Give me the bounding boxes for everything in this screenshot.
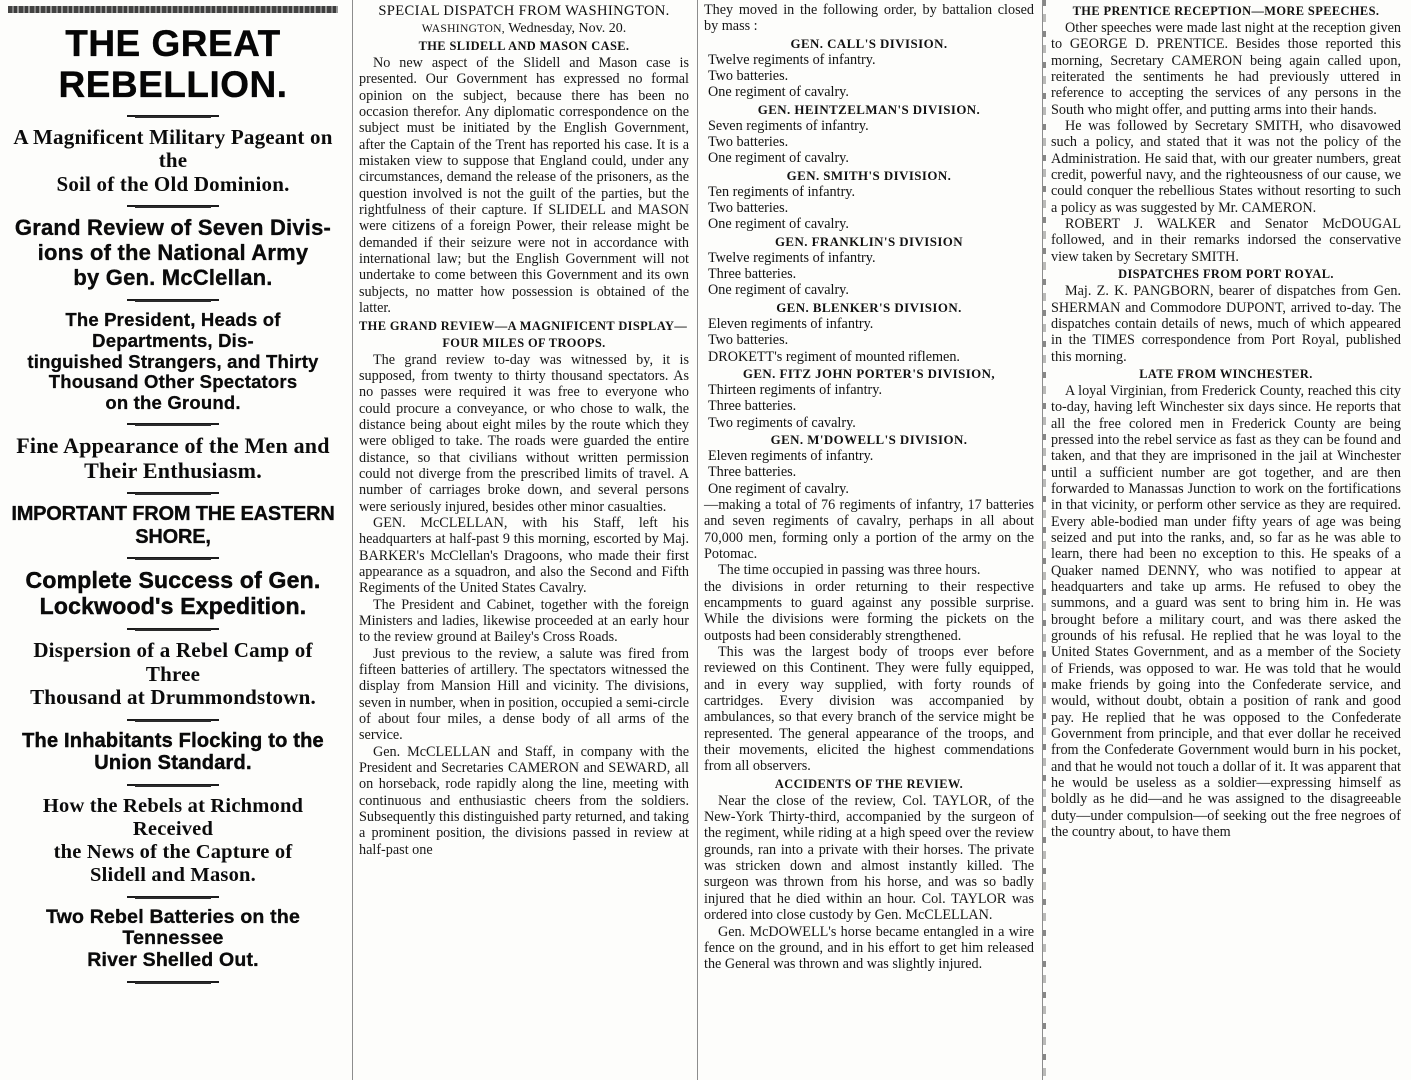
division-unit: Seven regiments of infantry. bbox=[708, 117, 869, 134]
column-3-intro bbox=[704, 2, 1034, 35]
deck-8-line-2: Union Standard. bbox=[94, 752, 252, 775]
paragraph: This was the largest body of troops ever before reviewed on this Continent. They were fully equipped, and in every way supplied, with forty rounds of cartridges. Every division was accompanied by ambulances, so that every branch of the service might be represented. The general appearance of the troops, and their movements, elicited the highest commendations from all observers. bbox=[704, 644, 1034, 775]
column-4-body-3 bbox=[1051, 383, 1401, 841]
subhead-accidents: ACCIDENTS OF THE REVIEW. bbox=[774, 776, 964, 791]
deck-10-line-2: River Shelled Out. bbox=[87, 949, 259, 972]
paragraph: —making a total of 76 regiments of infantry, 17 batteries and seven regiments of cavalry, perhaps in all about 70,000 men, forming only a portion of the army on the Potomac. bbox=[704, 496, 1034, 562]
division-unit: Eleven regiments of infantry. bbox=[708, 315, 874, 332]
deck-divider-2 bbox=[127, 205, 219, 207]
subhead-grand-review: THE GRAND REVIEW—A MAGNIFICENT DISPLAY— bbox=[359, 318, 688, 333]
deck-divider-9 bbox=[127, 784, 219, 786]
deck-headline-2 bbox=[8, 216, 338, 290]
paragraph: The grand review to-day was witnessed by, it is supposed, from twenty to thirty thousand spectators. As no passes were required it was free to everyone who could procure a conveyance, or who chose to walk, the distance being about eight miles by the route which they were obliged to take. The roads were guarded the entire distance, so that civilians without written permission could not diverge from the prescribed limits of travel. A number of carriages broke down, and several persons were seriously injured, besides other minor casualties. bbox=[359, 351, 689, 515]
deck-4-line-1: Fine Appearance of the Men and bbox=[16, 432, 330, 458]
deck-2-line-1: Grand Review of Seven Divis- bbox=[14, 215, 332, 241]
deck-3-line-1: The President, Heads of Departments, Dis- bbox=[65, 309, 281, 352]
division-unit: One regiment of cavalry. bbox=[708, 480, 849, 497]
deck-headline-9 bbox=[6, 795, 340, 887]
deck-7-line-1: Dispersion of a Rebel Camp of Three bbox=[33, 638, 313, 686]
column-3-body bbox=[704, 497, 1034, 775]
paragraph: The President and Cabinet, together with the foreign Ministers and ladies, likewise proceeded at an early hour to the review ground at Bailey's Cross Roads. bbox=[359, 596, 689, 646]
subhead-four-miles: FOUR MILES OF TROOPS. bbox=[442, 335, 606, 350]
deck-3-line-2: tinguished Strangers, and Thirty bbox=[27, 350, 319, 372]
dateline-date: Wednesday, Nov. 20. bbox=[505, 21, 627, 36]
division-unit: One regiment of cavalry. bbox=[708, 150, 849, 167]
page-edge-noise bbox=[1043, 0, 1046, 1080]
paragraph: Maj. Z. K. PANGBORN, bearer of dispatches from Gen. SHERMAN and Commodore DUPONT, arrived to-day. The dispatches contain details of news, much of which appeared in the TIMES correspondence from Port Royal, published this morning. bbox=[1051, 283, 1401, 365]
division-unit: One regiment of cavalry. bbox=[708, 84, 849, 101]
column-3-order-of-march bbox=[697, 0, 1042, 1080]
division-list bbox=[704, 37, 1034, 497]
division-heading: GEN. FRANKLIN'S DIVISION bbox=[774, 234, 964, 249]
deck-headline-4 bbox=[6, 434, 340, 483]
deck-10-line-1: Two Rebel Batteries on the Tennessee bbox=[45, 905, 301, 950]
column-2-body bbox=[359, 55, 689, 317]
deck-7-line-2: Thousand at Drummondstown. bbox=[30, 685, 316, 710]
top-ornament-rule bbox=[8, 6, 338, 13]
deck-9-line-2: the News of the Capture of bbox=[53, 840, 293, 863]
paragraph: Just previous to the review, a salute was fired from fifteen batteries of artillery. The spectators witnessed the display from Mansion Hill and vicinity. The divisions, seven in number, when in position, occupied a semi-circle of about four miles, a dense body of all arms of the service. bbox=[359, 645, 689, 744]
deck-3-line-3: Thousand Other Spectators bbox=[48, 371, 298, 393]
division-heading: GEN. CALL'S DIVISION. bbox=[790, 36, 948, 51]
paragraph: They moved in the following order, by battalion closed by mass : bbox=[704, 2, 1034, 35]
deck-headline-8 bbox=[6, 730, 340, 775]
column-3-body-2 bbox=[704, 793, 1034, 973]
deck-headline-10 bbox=[6, 907, 340, 972]
subhead-prentice-reception: THE PRENTICE RECEPTION—MORE SPEECHES. bbox=[1072, 4, 1380, 18]
paragraph: ROBERT J. WALKER and Senator McDOUGAL followed, and in their remarks indorsed the conservative view taken by Secretary SMITH. bbox=[1051, 216, 1401, 265]
paragraph: Near the close of the review, Col. TAYLOR, of the New-York Thirty-third, accompanied by the surgeon of the regiment, while riding at a high speed over the review grounds, ran into a private with their horses. The private was stricken down and almost instantly killed. The surgeon was thrown from his horse, and was so badly injured that he died within an hour. Col. TAYLOR was ordered into close custody by Gen. McCLELLAN. bbox=[704, 792, 1034, 924]
deck-6-line-1: Complete Success of Gen. bbox=[25, 566, 321, 593]
deck-1-line-1: A Magnificent Military Pageant on the bbox=[13, 124, 333, 173]
division-unit: DROKETT's regiment of mounted riflemen. bbox=[708, 348, 960, 365]
deck-headline-6 bbox=[6, 568, 340, 620]
deck-headline-3 bbox=[6, 310, 340, 414]
deck-4-line-2: Their Enthusiasm. bbox=[84, 457, 262, 483]
subhead-port-royal: DISPATCHES FROM PORT ROYAL. bbox=[1118, 267, 1334, 282]
paragraph: He was followed by Secretary SMITH, who disavowed such a policy, and stated that it was not the policy of the Administration. He said that, with our greater numbers, great credit, powerful navy, and the righteousness of our cause, we could conquer the rebellious States without resorting to such a policy as was suggested by Mr. CAMERON. bbox=[1051, 118, 1401, 216]
deck-divider-11 bbox=[127, 981, 219, 983]
column-4-body bbox=[1051, 20, 1401, 265]
column-2-washington-dispatch bbox=[352, 0, 697, 1080]
column-2-body-2 bbox=[359, 352, 689, 859]
deck-divider-6 bbox=[127, 557, 219, 559]
division-unit: Two batteries. bbox=[708, 134, 789, 151]
subhead-slidell-mason: THE SLIDELL AND MASON CASE. bbox=[418, 39, 630, 53]
division-unit: Two batteries. bbox=[708, 332, 789, 349]
masthead-headline: THE GREAT REBELLION. bbox=[58, 23, 288, 106]
deck-divider-1 bbox=[127, 115, 219, 117]
paragraph: No new aspect of the Slidell and Mason case is presented. Our Government has expressed no formal opinion on the subject, because there has been no occasion therefor. Any diplomatic correspondence on the subject must be initiated by the English Government, after the Captain of the Trent has reported his case. It is a mistaken view to suppose that England could, under any circumstances, demand the release of the prisoners, as the question involved is not the guilt of the parties, but the rightfulness of their capture. If SLIDELL and MASON were citizens of a foreign Power, their release might be demanded if their seizure were not in accordance with international law; but the English Government will not undertake to come between this Government and its own subjects, no matter how possession is obtained of the latter. bbox=[359, 55, 689, 317]
deck-headline-5 bbox=[6, 503, 340, 548]
division-heading: GEN. BLENKER'S DIVISION. bbox=[776, 300, 962, 315]
paragraph: the divisions in order returning to their respective encampments to guard against any possible surprise. While the divisions were forming the pickets on the outposts had been considerably strengthened. bbox=[704, 578, 1034, 644]
paragraph: Other speeches were made last night at the reception given to GEORGE D. PRENTICE. Besides those reported this morning, Secretary CAMERON being again called upon, reiterated the sentiments he had previously uttered in reference to accepting the services of any persons in the South who might offer, and putting arms into their hands. bbox=[1051, 20, 1401, 118]
division-unit: Ten regiments of infantry. bbox=[708, 183, 856, 200]
subhead-winchester: LATE FROM WINCHESTER. bbox=[1139, 366, 1313, 381]
deck-9-line-3: Slidell and Mason. bbox=[90, 863, 256, 886]
deck-2-line-2: ions of the National Army bbox=[37, 240, 309, 266]
division-heading: GEN. FITZ JOHN PORTER'S DIVISION, bbox=[742, 366, 996, 381]
deck-2-line-3: by Gen. McClellan. bbox=[73, 264, 273, 290]
paragraph: Gen. McCLELLAN and Staff, in company with the President and Secretaries CAMERON and SEWARD, all on horseback, rode rapidly along the line, meeting with continuous and enthusiastic cheers from the soldiers. Subsequently this distinguished party returned, and taking a prominent position, the divisions passed in review at half-past one bbox=[359, 743, 689, 858]
paragraph: GEN. McCLELLAN, with his Staff, left his headquarters at half-past 9 this morning, escorted by Maj. BARKER's McClellan's Dragoons, who made their first appearance as a squadron, and also the Second and Fifth Regiments of the United States Cavalry. bbox=[359, 514, 689, 597]
division-unit: Twelve regiments of infantry. bbox=[708, 51, 876, 68]
deck-5-line-1: IMPORTANT FROM THE EASTERN SHORE, bbox=[11, 503, 335, 548]
deck-1-line-2: Soil of the Old Dominion. bbox=[56, 171, 290, 196]
division-unit: Three batteries. bbox=[708, 266, 797, 283]
division-unit: Three batteries. bbox=[708, 464, 797, 481]
deck-divider-8 bbox=[127, 719, 219, 721]
column-2-head: SPECIAL DISPATCH FROM WASHINGTON. bbox=[378, 3, 670, 19]
paragraph: A loyal Virginian, from Frederick County, reached this city to-day, having left Winchester six days since. He reports that all the free colored men in Frederick County are being pressed into the rebel service as fast as they can be found and taken, and that they are imprisoned in the jail at Winchester until a sufficient number are got together, and are then forwarded to Manassas Junction to work on the fortifications in that vicinity, or perform other service as they are required. Every able-bodied man under fifty years of age was being seized and put into the ranks, and, so far as he was able to learn, there had been no exception to this. He speaks of a Quaker named DENNY, who was notified to appear at headquarters and take up arms. He refused to obey the summons, and a guard was sent to bring him in. He was brought before a military court, and was there asked the grounds of his refusal. He replied that he was loyal to the United States Government, and as a member of the Society of Friends, was opposed to war. He was told that he would make friends by going into the Confederate service, and would, without doubt, obtain a position of rank and good pay. He replied that he was opposed to the Confederate Government from principle, and that ever dollar he received from the Confederate Government would burn in his pocket, and that he would not touch a dollar of it. It was apparent that he would be useless as a soldier—expressing himself as boldly as he did—and he was assigned to the disagreeable duty—under compulsion—of seeking out the free negroes of the country about, to have them bbox=[1051, 382, 1401, 841]
paragraph: Gen. McDOWELL's horse became entangled in a wire fence on the ground, and in his effort to get him released the General was thrown and was slightly injured. bbox=[704, 923, 1034, 973]
deck-divider-7 bbox=[127, 628, 219, 630]
deck-8-line-1: The Inhabitants Flocking to the bbox=[22, 729, 324, 752]
dateline-place: WASHINGTON, bbox=[421, 22, 506, 35]
division-heading: GEN. HEINTZELMAN'S DIVISION. bbox=[757, 102, 981, 117]
column-1-headlines bbox=[0, 0, 352, 1080]
division-unit: Two regiments of cavalry. bbox=[708, 414, 856, 431]
division-heading: GEN. M'DOWELL'S DIVISION. bbox=[770, 432, 968, 447]
division-unit: One regiment of cavalry. bbox=[708, 216, 849, 233]
division-unit: Two batteries. bbox=[708, 200, 789, 217]
division-heading: GEN. SMITH'S DIVISION. bbox=[786, 168, 952, 183]
column-4-prentice-reception bbox=[1042, 0, 1411, 1080]
column-4-body-2 bbox=[1051, 283, 1401, 365]
division-unit: Thirteen regiments of infantry. bbox=[708, 381, 882, 398]
deck-headline-7 bbox=[6, 639, 340, 710]
deck-6-line-2: Lockwood's Expedition. bbox=[39, 592, 307, 619]
division-unit: Eleven regiments of infantry. bbox=[708, 447, 874, 464]
deck-divider-3 bbox=[127, 299, 219, 301]
paragraph: The time occupied in passing was three hours. bbox=[718, 562, 981, 579]
division-unit: One regiment of cavalry. bbox=[708, 282, 849, 299]
deck-divider-10 bbox=[127, 896, 219, 898]
division-unit: Three batteries. bbox=[708, 398, 797, 415]
deck-3-line-4: on the Ground. bbox=[105, 392, 241, 414]
deck-headline-1 bbox=[8, 126, 338, 197]
division-unit: Twelve regiments of infantry. bbox=[708, 249, 876, 266]
division-unit: Two batteries. bbox=[708, 68, 789, 85]
dateline bbox=[359, 21, 689, 37]
deck-divider-5 bbox=[127, 492, 219, 494]
deck-9-line-1: How the Rebels at Richmond Received bbox=[42, 794, 304, 840]
deck-divider-4 bbox=[127, 423, 219, 425]
